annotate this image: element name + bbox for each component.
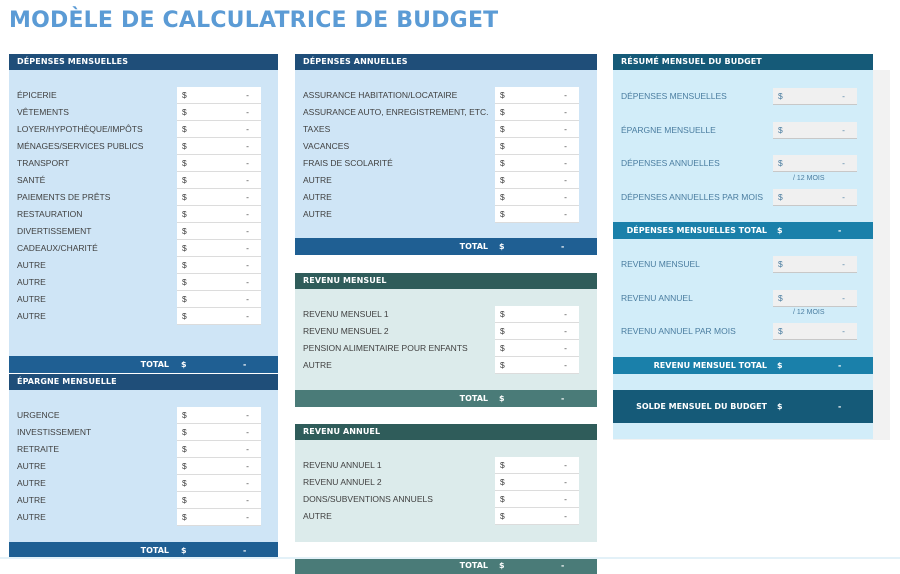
currency-symbol: $	[182, 410, 187, 420]
row-label: AUTRE	[303, 209, 332, 219]
total-value: -	[561, 242, 565, 251]
currency-symbol: $	[778, 192, 783, 202]
amount-value: -	[246, 141, 249, 151]
table-row	[9, 104, 278, 121]
total-value: -	[838, 226, 842, 235]
amount-input[interactable]	[495, 340, 579, 357]
monthly-expenses-header: DÉPENSES MENSUELLES	[9, 54, 278, 70]
amount-input[interactable]	[495, 457, 579, 474]
total-currency: $	[777, 226, 783, 235]
table-row	[9, 121, 278, 138]
row-label: AUTRE	[303, 511, 332, 521]
row-label: REVENU ANNUEL 2	[303, 477, 382, 487]
row-label: ASSURANCE HABITATION/LOCATAIRE	[303, 90, 458, 100]
amount-input[interactable]	[495, 87, 579, 104]
summary-value-field	[773, 88, 857, 105]
row-label: URGENCE	[17, 410, 60, 420]
summary-value-field	[773, 256, 857, 273]
amount-value: -	[564, 343, 567, 353]
balance-label: SOLDE MENSUEL DU BUDGET	[636, 402, 767, 411]
amount-input[interactable]	[177, 121, 261, 138]
amount-input[interactable]	[177, 257, 261, 274]
table-row	[295, 357, 597, 374]
row-label: TRANSPORT	[17, 158, 70, 168]
currency-symbol: $	[500, 90, 505, 100]
amount-input[interactable]	[495, 323, 579, 340]
amount-value: -	[564, 309, 567, 319]
summary-row	[613, 189, 873, 206]
row-label: VACANCES	[303, 141, 350, 151]
total-label: TOTAL	[140, 360, 169, 369]
total-label: TOTAL	[459, 242, 488, 251]
currency-symbol: $	[182, 512, 187, 522]
annual-income-total	[295, 557, 597, 574]
summary-row	[613, 88, 873, 105]
total-label: DÉPENSES MENSUELLES TOTAL	[626, 226, 767, 235]
amount-input[interactable]	[495, 491, 579, 508]
currency-symbol: $	[778, 91, 783, 101]
row-label: RETRAITE	[17, 444, 60, 454]
table-row	[295, 491, 597, 508]
currency-symbol: $	[182, 141, 187, 151]
amount-input[interactable]	[177, 223, 261, 240]
amount-input[interactable]	[495, 508, 579, 525]
table-row	[9, 172, 278, 189]
currency-symbol: $	[182, 192, 187, 202]
currency-symbol: $	[500, 511, 505, 521]
amount-value: -	[564, 460, 567, 470]
table-row	[295, 206, 597, 223]
table-row	[9, 155, 278, 172]
amount-value: -	[842, 259, 845, 269]
currency-symbol: $	[500, 192, 505, 202]
amount-input[interactable]	[495, 189, 579, 206]
summary-row	[613, 155, 873, 172]
amount-value: -	[246, 192, 249, 202]
amount-value: -	[564, 124, 567, 134]
summary-header: RÉSUMÉ MENSUEL DU BUDGET	[613, 54, 873, 70]
currency-symbol: $	[182, 427, 187, 437]
monthly-savings-panel	[9, 374, 278, 558]
amount-value: -	[246, 243, 249, 253]
row-label: AUTRE	[17, 512, 46, 522]
divide-12-months-note: / 12 MOIS	[793, 175, 825, 182]
page-title: MODÈLE DE CALCULATRICE DE BUDGET	[9, 8, 499, 33]
row-label: AUTRE	[17, 260, 46, 270]
currency-symbol: $	[182, 444, 187, 454]
amount-value: -	[564, 326, 567, 336]
row-label: CADEAUX/CHARITÉ	[17, 243, 98, 253]
monthly-income-panel	[295, 273, 597, 403]
table-row	[9, 509, 278, 526]
currency-symbol: $	[500, 158, 505, 168]
annual-expenses-total	[295, 238, 597, 255]
monthly-income-body	[295, 289, 597, 403]
amount-value: -	[564, 141, 567, 151]
total-currency: $	[181, 360, 187, 369]
monthly-expenses-body	[9, 70, 278, 369]
currency-symbol: $	[500, 124, 505, 134]
row-label: TAXES	[303, 124, 331, 134]
annual-income-header: REVENU ANNUEL	[295, 424, 597, 440]
table-row	[9, 441, 278, 458]
total-currency: $	[499, 394, 505, 403]
monthly-expenses-total	[9, 356, 278, 373]
table-row	[9, 308, 278, 325]
amount-value: -	[246, 512, 249, 522]
row-label: AUTRE	[303, 360, 332, 370]
amount-value: -	[246, 90, 249, 100]
currency-symbol: $	[182, 260, 187, 270]
currency-symbol: $	[778, 259, 783, 269]
amount-input[interactable]	[177, 87, 261, 104]
amount-value: -	[246, 260, 249, 270]
amount-input[interactable]	[177, 458, 261, 475]
table-row	[295, 474, 597, 491]
currency-symbol: $	[182, 294, 187, 304]
row-label: DÉPENSES ANNUELLES PAR MOIS	[621, 192, 764, 202]
total-currency: $	[499, 561, 505, 570]
table-row	[9, 189, 278, 206]
row-label: ÉPICERIE	[17, 90, 57, 100]
total-label: TOTAL	[459, 561, 488, 570]
row-label: PAIEMENTS DE PRÊTS	[17, 192, 111, 202]
annual-income-body	[295, 440, 597, 570]
row-label: DIVERTISSEMENT	[17, 226, 92, 236]
table-row	[295, 172, 597, 189]
table-row	[295, 121, 597, 138]
amount-input[interactable]	[177, 240, 261, 257]
currency-symbol: $	[182, 209, 187, 219]
row-label: REVENU MENSUEL 1	[303, 309, 389, 319]
amount-value: -	[246, 461, 249, 471]
currency-symbol: $	[778, 293, 783, 303]
divide-12-months-note: / 12 MOIS	[793, 309, 825, 316]
row-label: LOYER/HYPOTHÈQUE/IMPÔTS	[17, 124, 143, 134]
table-row	[9, 291, 278, 308]
amount-value: -	[246, 444, 249, 454]
budget-summary-panel	[613, 54, 873, 439]
row-label: AUTRE	[17, 461, 46, 471]
currency-symbol: $	[500, 326, 505, 336]
table-row	[295, 323, 597, 340]
currency-symbol: $	[182, 243, 187, 253]
row-label: VÊTEMENTS	[17, 107, 69, 117]
amount-input[interactable]	[177, 291, 261, 308]
summary-value-field	[773, 189, 857, 206]
annual-income-panel	[295, 424, 597, 570]
amount-input[interactable]	[177, 441, 261, 458]
amount-input[interactable]	[495, 357, 579, 374]
currency-symbol: $	[182, 107, 187, 117]
annual-expenses-header: DÉPENSES ANNUELLES	[295, 54, 597, 70]
amount-value: -	[246, 410, 249, 420]
amount-input[interactable]	[495, 306, 579, 323]
row-label: SANTÉ	[17, 175, 46, 185]
currency-symbol: $	[500, 343, 505, 353]
amount-value: -	[246, 107, 249, 117]
summary-value-field	[773, 155, 857, 172]
amount-input[interactable]	[177, 492, 261, 509]
amount-input[interactable]	[177, 189, 261, 206]
currency-symbol: $	[182, 226, 187, 236]
monthly-expenses-panel	[9, 54, 278, 369]
row-label: ASSURANCE AUTO, ENREGISTREMENT, ETC.	[303, 107, 489, 117]
row-label: FRAIS DE SCOLARITÉ	[303, 158, 393, 168]
amount-input[interactable]	[495, 121, 579, 138]
summary-row	[613, 122, 873, 139]
amount-value: -	[564, 192, 567, 202]
amount-value: -	[246, 495, 249, 505]
monthly-income-total	[295, 390, 597, 407]
amount-input[interactable]	[495, 155, 579, 172]
monthly-income-total-bar	[613, 357, 873, 374]
monthly-savings-header: ÉPARGNE MENSUELLE	[9, 374, 278, 390]
amount-value: -	[246, 175, 249, 185]
currency-symbol: $	[182, 311, 187, 321]
currency-symbol: $	[500, 494, 505, 504]
currency-symbol: $	[182, 175, 187, 185]
row-label: AUTRE	[17, 294, 46, 304]
row-label: RESTAURATION	[17, 209, 83, 219]
currency-symbol: $	[500, 141, 505, 151]
currency-symbol: $	[500, 107, 505, 117]
currency-symbol: $	[500, 309, 505, 319]
table-row	[9, 475, 278, 492]
amount-value: -	[564, 158, 567, 168]
total-label: TOTAL	[459, 394, 488, 403]
amount-input[interactable]	[177, 172, 261, 189]
amount-input[interactable]	[177, 407, 261, 424]
table-row	[9, 240, 278, 257]
total-currency: $	[181, 546, 187, 555]
row-label: AUTRE	[17, 311, 46, 321]
table-row	[295, 508, 597, 525]
table-row	[9, 223, 278, 240]
amount-value: -	[564, 175, 567, 185]
currency-symbol: $	[182, 495, 187, 505]
amount-value: -	[246, 277, 249, 287]
monthly-budget-balance-bar	[613, 390, 873, 423]
annual-expenses-body	[295, 70, 597, 251]
row-label: AUTRE	[303, 192, 332, 202]
amount-value: -	[842, 91, 845, 101]
amount-input[interactable]	[177, 509, 261, 526]
table-row	[9, 407, 278, 424]
currency-symbol: $	[182, 158, 187, 168]
currency-symbol: $	[182, 124, 187, 134]
summary-row	[613, 323, 873, 340]
balance-value: -	[838, 402, 842, 411]
amount-input[interactable]	[495, 206, 579, 223]
currency-symbol: $	[500, 460, 505, 470]
currency-symbol: $	[182, 277, 187, 287]
row-label: REVENU ANNUEL PAR MOIS	[621, 326, 736, 336]
amount-input[interactable]	[177, 138, 261, 155]
currency-symbol: $	[500, 209, 505, 219]
amount-input[interactable]	[495, 138, 579, 155]
total-value: -	[243, 546, 247, 555]
total-value: -	[561, 561, 565, 570]
table-row	[295, 155, 597, 172]
annual-expenses-panel	[295, 54, 597, 251]
summary-row	[613, 256, 873, 273]
row-label: DONS/SUBVENTIONS ANNUELS	[303, 494, 433, 504]
total-label: REVENU MENSUEL TOTAL	[653, 361, 767, 370]
amount-value: -	[842, 125, 845, 135]
currency-symbol: $	[500, 477, 505, 487]
table-row	[295, 104, 597, 121]
row-label: DÉPENSES MENSUELLES	[621, 91, 727, 101]
amount-value: -	[564, 209, 567, 219]
table-row	[9, 274, 278, 291]
currency-symbol: $	[778, 125, 783, 135]
amount-value: -	[246, 226, 249, 236]
amount-input[interactable]	[495, 104, 579, 121]
amount-input[interactable]	[495, 172, 579, 189]
summary-value-field	[773, 323, 857, 340]
amount-value: -	[842, 293, 845, 303]
summary-row	[613, 290, 873, 307]
amount-input[interactable]	[177, 424, 261, 441]
row-label: REVENU ANNUEL	[621, 293, 693, 303]
amount-value: -	[246, 294, 249, 304]
table-row	[9, 492, 278, 509]
amount-value: -	[246, 311, 249, 321]
total-value: -	[838, 361, 842, 370]
divider	[0, 557, 900, 559]
total-value: -	[561, 394, 565, 403]
amount-input[interactable]	[177, 155, 261, 172]
amount-value: -	[564, 360, 567, 370]
amount-value: -	[564, 90, 567, 100]
row-label: MÉNAGES/SERVICES PUBLICS	[17, 141, 144, 151]
row-label: INVESTISSEMENT	[17, 427, 92, 437]
monthly-income-header: REVENU MENSUEL	[295, 273, 597, 289]
amount-value: -	[842, 192, 845, 202]
table-row	[9, 458, 278, 475]
currency-symbol: $	[500, 360, 505, 370]
table-row	[9, 257, 278, 274]
amount-value: -	[842, 158, 845, 168]
amount-input[interactable]	[177, 308, 261, 325]
summary-value-field	[773, 122, 857, 139]
row-label: AUTRE	[17, 495, 46, 505]
total-currency: $	[499, 242, 505, 251]
currency-symbol: $	[778, 158, 783, 168]
amount-input[interactable]	[177, 104, 261, 121]
table-row	[9, 206, 278, 223]
table-row	[9, 138, 278, 155]
currency-symbol: $	[778, 326, 783, 336]
amount-value: -	[564, 477, 567, 487]
amount-value: -	[246, 158, 249, 168]
currency-symbol: $	[182, 90, 187, 100]
summary-value-field	[773, 290, 857, 307]
table-row	[295, 457, 597, 474]
total-label: TOTAL	[140, 546, 169, 555]
amount-value: -	[246, 209, 249, 219]
row-label: AUTRE	[17, 277, 46, 287]
amount-value: -	[246, 478, 249, 488]
currency-symbol: $	[500, 175, 505, 185]
amount-value: -	[246, 124, 249, 134]
amount-value: -	[246, 427, 249, 437]
table-row	[295, 189, 597, 206]
amount-value: -	[564, 107, 567, 117]
amount-input[interactable]	[177, 206, 261, 223]
table-row	[295, 87, 597, 104]
row-label: REVENU MENSUEL	[621, 259, 700, 269]
summary-body	[613, 70, 873, 439]
row-label: ÉPARGNE MENSUELLE	[621, 125, 716, 135]
table-row	[295, 340, 597, 357]
table-row	[9, 87, 278, 104]
row-label: DÉPENSES ANNUELLES	[621, 158, 720, 168]
table-row	[9, 424, 278, 441]
amount-value: -	[564, 494, 567, 504]
currency-symbol: $	[182, 478, 187, 488]
amount-input[interactable]	[495, 474, 579, 491]
table-row	[295, 138, 597, 155]
row-label: REVENU ANNUEL 1	[303, 460, 382, 470]
amount-value: -	[842, 326, 845, 336]
monthly-expenses-total-bar	[613, 222, 873, 239]
balance-currency: $	[777, 402, 783, 411]
row-label: AUTRE	[17, 478, 46, 488]
row-label: REVENU MENSUEL 2	[303, 326, 389, 336]
total-currency: $	[777, 361, 783, 370]
monthly-savings-body	[9, 390, 278, 558]
row-label: PENSION ALIMENTAIRE POUR ENFANTS	[303, 343, 468, 353]
amount-value: -	[564, 511, 567, 521]
table-row	[295, 306, 597, 323]
currency-symbol: $	[182, 461, 187, 471]
amount-input[interactable]	[177, 475, 261, 492]
row-label: AUTRE	[303, 175, 332, 185]
total-value: -	[243, 360, 247, 369]
amount-input[interactable]	[177, 274, 261, 291]
